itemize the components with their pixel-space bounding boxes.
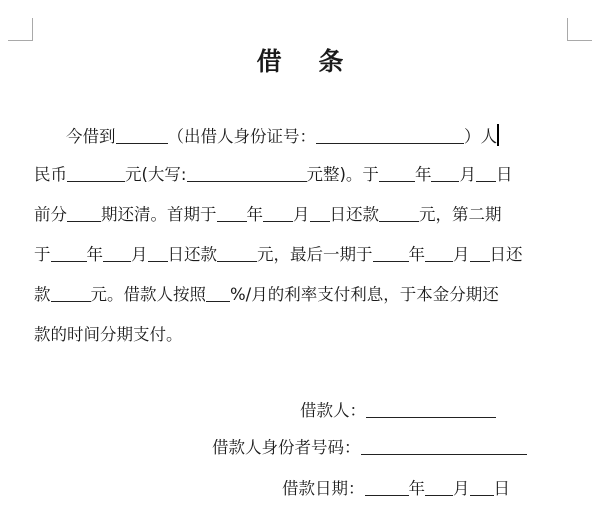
blank-year-field[interactable] <box>217 205 247 222</box>
blank-amount-field[interactable] <box>116 127 168 144</box>
text-segment: 元，第二期 <box>419 205 502 224</box>
text-segment: （出借人身份证号： <box>167 127 316 146</box>
blank-year-field[interactable] <box>379 165 415 182</box>
text-segment: 日 <box>495 165 513 184</box>
text-cursor <box>497 124 499 146</box>
text-segment: 年 <box>408 245 425 264</box>
text-segment: 年 <box>408 479 425 498</box>
page-corner-top-right <box>567 18 592 41</box>
text-segment: 年 <box>86 245 103 264</box>
text-segment: 月 <box>131 245 148 264</box>
loan-date-row <box>282 478 510 500</box>
text-segment: 款的时间分期支付。 <box>34 325 183 344</box>
borrower-id-field[interactable] <box>361 438 527 455</box>
blank-rmb-amount-field[interactable] <box>67 165 125 182</box>
borrower-signature-row <box>300 400 496 422</box>
text-segment: 日 <box>493 479 510 498</box>
blank-day-field[interactable] <box>148 245 168 262</box>
blank-year-field[interactable] <box>373 245 409 262</box>
blank-installments-field[interactable] <box>67 205 101 222</box>
borrower-name-field[interactable] <box>366 401 496 418</box>
borrower-label: 借款人： <box>300 401 366 420</box>
blank-year-field[interactable] <box>365 479 409 496</box>
blank-month-field[interactable] <box>425 245 453 262</box>
blank-day-field[interactable] <box>470 245 490 262</box>
text-segment: 月 <box>459 165 476 184</box>
text-segment: 期还清。首期于 <box>101 205 217 224</box>
body-line-5 <box>34 284 499 306</box>
text-segment: 前分 <box>34 205 67 224</box>
blank-interest-rate-field[interactable] <box>206 285 230 302</box>
blank-repay-amount-field[interactable] <box>379 205 419 222</box>
text-segment: 元整)。于 <box>306 165 379 184</box>
borrower-id-label: 借款人身份者号码： <box>212 438 361 457</box>
body-line-1 <box>66 124 499 148</box>
body-line-2 <box>34 164 512 186</box>
page-corner-top-left <box>8 18 33 41</box>
text-segment: 日还款 <box>329 205 379 224</box>
blank-lender-id-field[interactable] <box>316 127 464 144</box>
text-segment: 日还款 <box>167 245 217 264</box>
text-segment: %/月的利率支付利息，于本金分期还 <box>230 285 499 304</box>
blank-month-field[interactable] <box>431 165 459 182</box>
blank-day-field[interactable] <box>476 165 496 182</box>
body-line-6 <box>34 324 183 346</box>
blank-month-field[interactable] <box>103 245 131 262</box>
blank-day-field[interactable] <box>470 479 494 496</box>
loan-date-label: 借款日期： <box>282 479 365 498</box>
text-segment: 元，最后一期于 <box>257 245 373 264</box>
blank-repay-amount-field[interactable] <box>217 245 257 262</box>
body-line-4 <box>34 244 523 266</box>
text-segment: 年 <box>246 205 263 224</box>
text-segment: 月 <box>453 479 470 498</box>
text-segment: 今借到 <box>66 127 116 146</box>
blank-final-amount-field[interactable] <box>51 285 91 302</box>
blank-month-field[interactable] <box>263 205 293 222</box>
text-segment: 元。借款人按照 <box>90 285 206 304</box>
text-segment: 于 <box>34 245 51 264</box>
text-segment: 月 <box>293 205 310 224</box>
blank-day-field[interactable] <box>310 205 330 222</box>
text-segment: ）人 <box>464 127 497 146</box>
borrower-id-row <box>212 437 527 459</box>
document-title: 借 条 <box>256 47 358 76</box>
blank-year-field[interactable] <box>51 245 87 262</box>
blank-amount-capital-field[interactable] <box>187 165 307 182</box>
text-segment: 元(大写: <box>125 165 187 184</box>
text-segment: 月 <box>453 245 470 264</box>
text-segment: 年 <box>414 165 432 184</box>
text-segment: 款 <box>34 285 51 304</box>
text-segment: 日还 <box>489 245 523 264</box>
text-segment: 民币 <box>34 165 67 184</box>
body-line-3 <box>34 204 502 226</box>
blank-month-field[interactable] <box>425 479 453 496</box>
